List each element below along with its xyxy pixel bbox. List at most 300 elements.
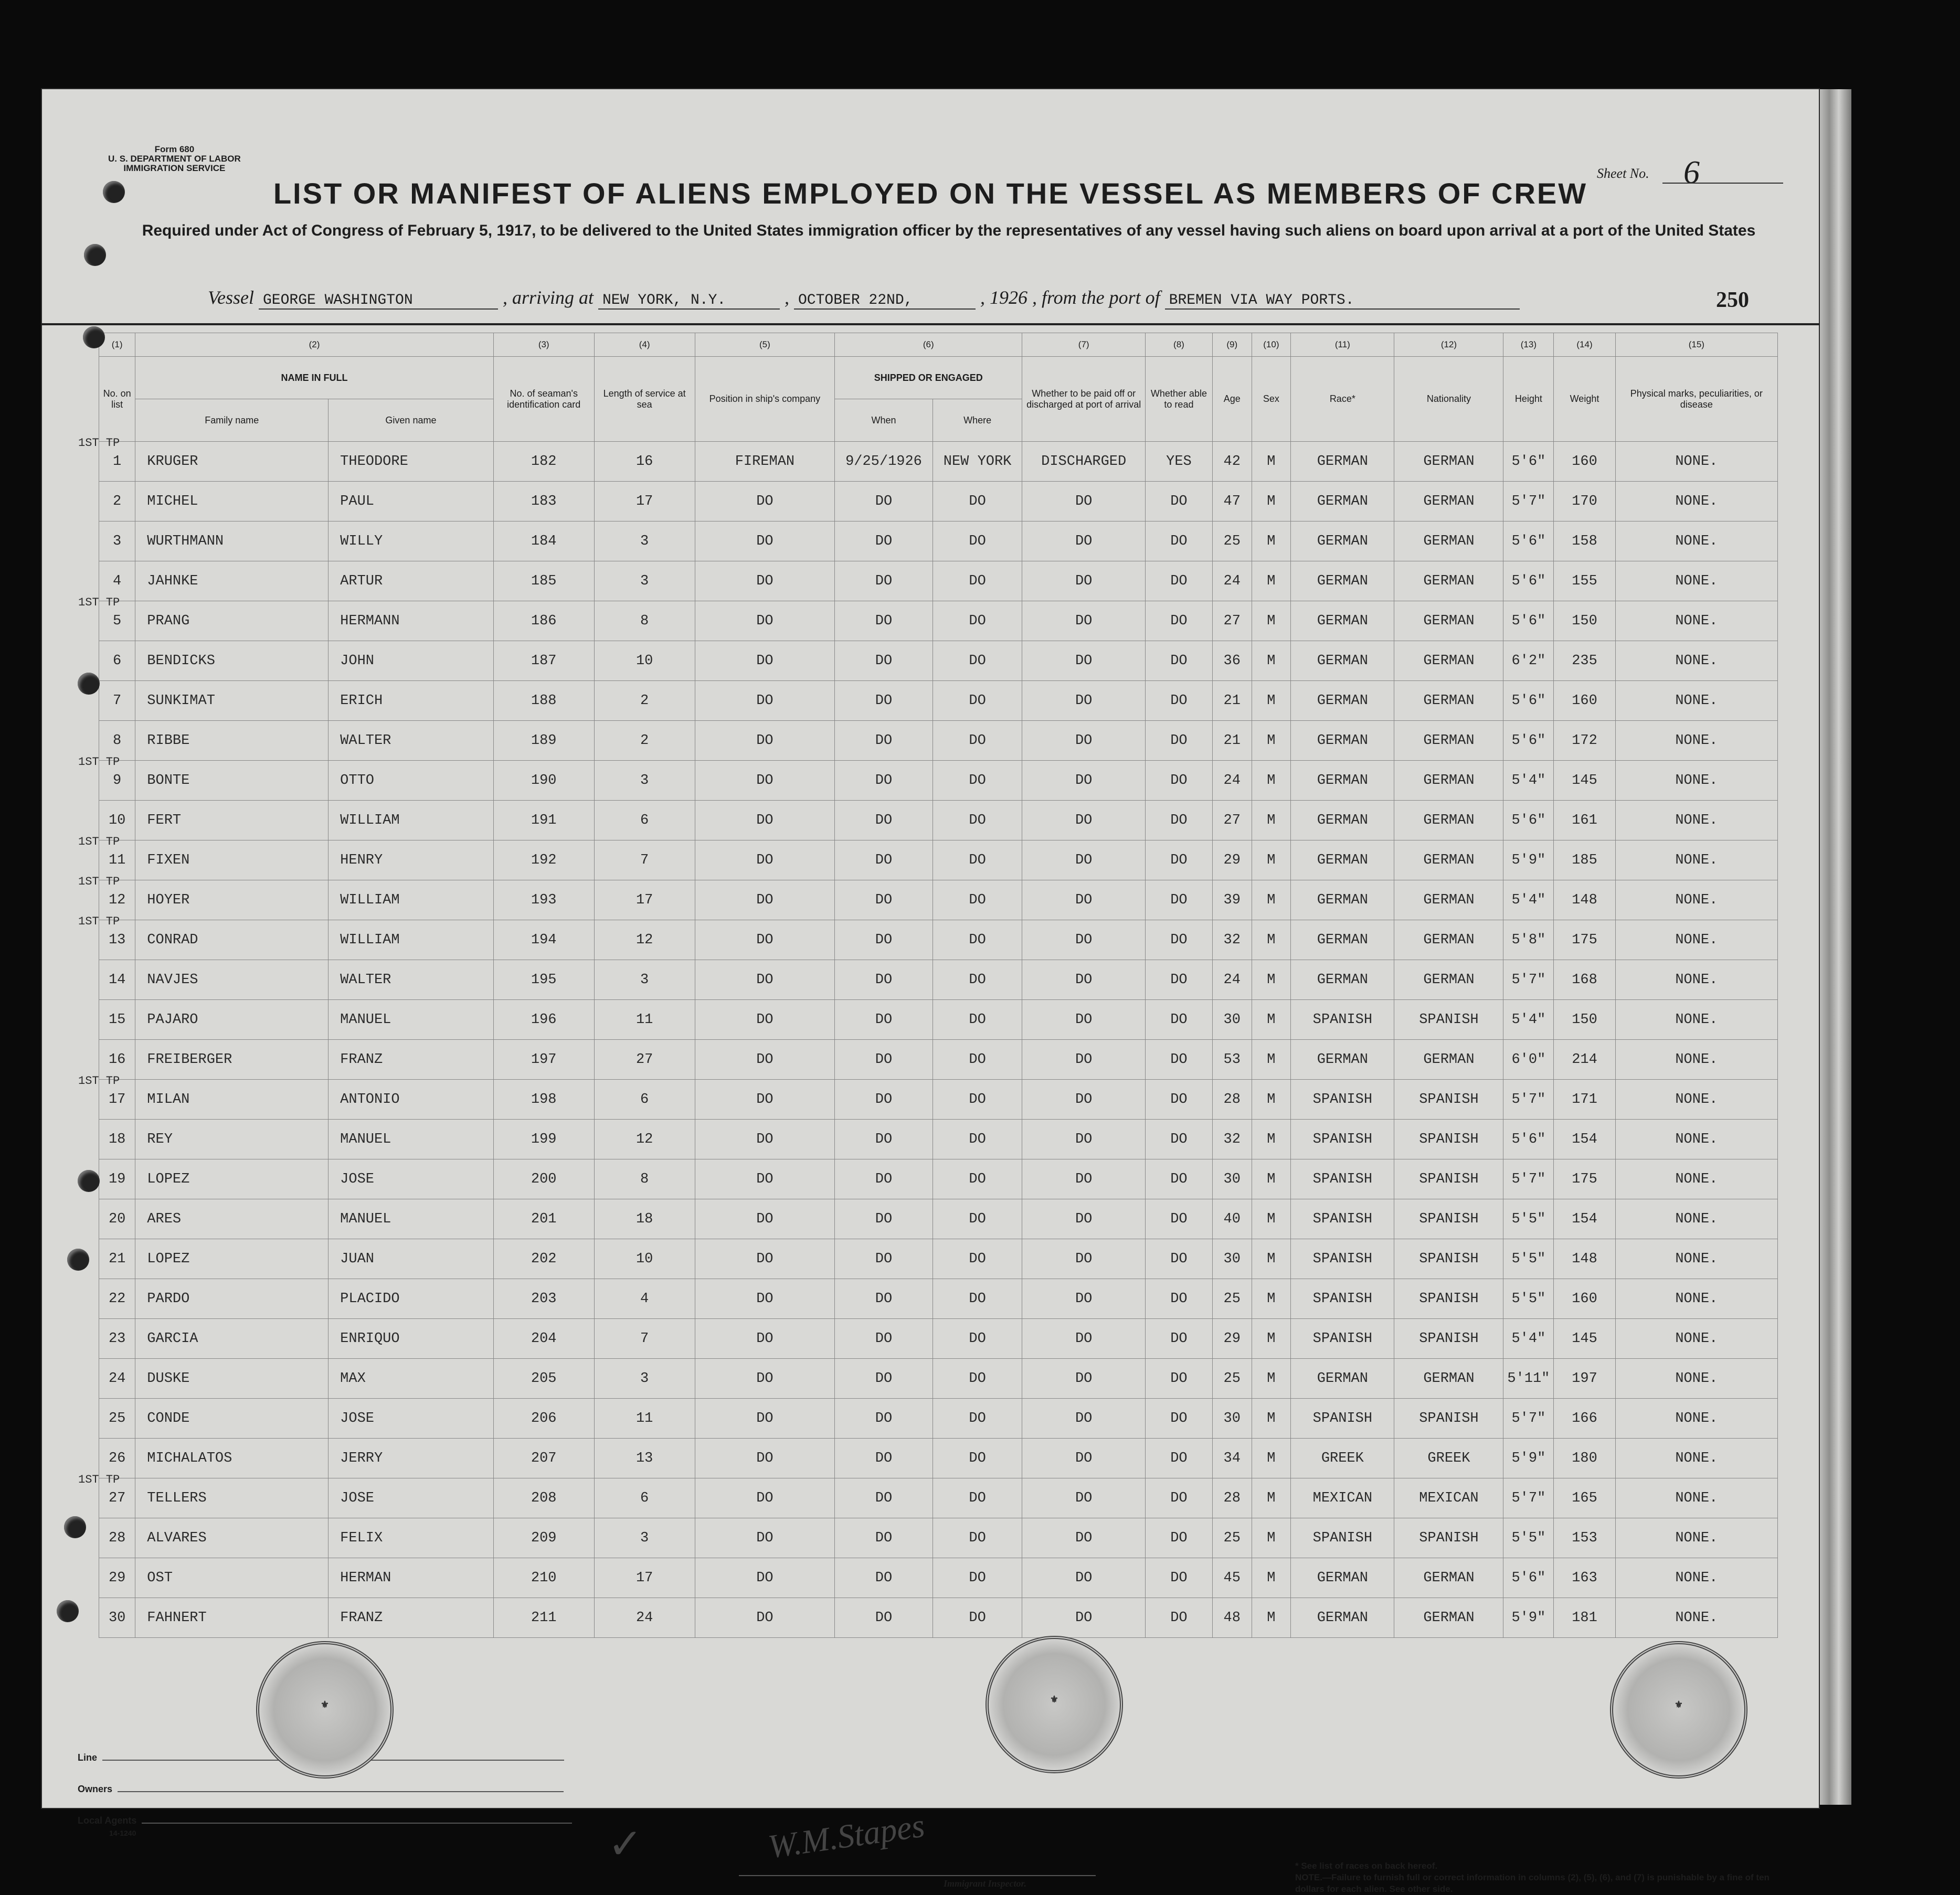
cell-physical-marks: NONE.	[1615, 1159, 1777, 1199]
arrival-year: 1926	[990, 287, 1027, 308]
cell-weight: 150	[1554, 1000, 1615, 1040]
cell-given-name: MANUEL	[329, 1199, 494, 1239]
manifest-sheet	[41, 88, 1820, 1894]
cell-able-to-read: DO	[1145, 960, 1212, 1000]
cell-row-number: 9 1ST TP	[99, 761, 135, 801]
cell-length-of-service: 8	[594, 601, 695, 641]
cell-given-name: JOSE	[329, 1478, 494, 1518]
form-identifier	[108, 145, 241, 173]
cell-sex: M	[1252, 1359, 1291, 1399]
cell-able-to-read: DO	[1145, 1399, 1212, 1439]
cell-height: 5'4"	[1503, 761, 1554, 801]
cell-id-card: 206	[493, 1399, 594, 1439]
crew-manifest-table	[78, 333, 1778, 1638]
cell-height: 5'6"	[1503, 801, 1554, 840]
cell-length-of-service: 11	[594, 1000, 695, 1040]
cell-paid-off: DO	[1022, 1359, 1146, 1399]
header-no-on-list: No. on list	[99, 357, 135, 442]
cell-given-name: ARTUR	[329, 561, 494, 601]
cell-position: DO	[695, 1518, 835, 1558]
cell-nationality: GERMAN	[1394, 601, 1503, 641]
cell-family-name: LOPEZ	[135, 1159, 329, 1199]
cell-weight: 197	[1554, 1359, 1615, 1399]
cell-paid-off: DO	[1022, 482, 1146, 521]
cell-weight: 168	[1554, 960, 1615, 1000]
cell-family-name: SUNKIMAT	[135, 681, 329, 721]
cell-family-name: FAHNERT	[135, 1598, 329, 1638]
cell-shipped-where: DO	[933, 1199, 1022, 1239]
header-height: Height	[1503, 357, 1554, 442]
punch-hole	[57, 1600, 79, 1622]
cell-id-card: 194	[493, 920, 594, 960]
cell-nationality: MEXICAN	[1394, 1478, 1503, 1518]
cell-physical-marks: NONE.	[1615, 681, 1777, 721]
cell-age: 53	[1212, 1040, 1252, 1080]
cell-position: DO	[695, 641, 835, 681]
cell-nationality: GERMAN	[1394, 801, 1503, 840]
cell-family-name: TELLERS	[135, 1478, 329, 1518]
footnote-penalty: NOTE.—Failure to furnish full or correct information in columns (2), (5), (6), and (7) is punishable by a fine of ten dollars for each alien. See other side.	[1295, 1872, 1770, 1894]
cell-weight: 150	[1554, 601, 1615, 641]
cell-race: GERMAN	[1291, 482, 1394, 521]
cell-height: 6'0"	[1503, 1040, 1554, 1080]
header-able-read: Whether able to read	[1145, 357, 1212, 442]
cell-able-to-read: DO	[1145, 801, 1212, 840]
cell-physical-marks: NONE.	[1615, 880, 1777, 920]
table-row	[99, 1359, 1778, 1399]
cell-age: 30	[1212, 1239, 1252, 1279]
cell-weight: 145	[1554, 1319, 1615, 1359]
cell-position: DO	[695, 521, 835, 561]
cell-length-of-service: 6	[594, 1080, 695, 1120]
cell-shipped-when: DO	[835, 1399, 933, 1439]
cell-nationality: SPANISH	[1394, 1120, 1503, 1159]
cell-row-number: 24	[99, 1359, 135, 1399]
cell-paid-off: DO	[1022, 1279, 1146, 1319]
cell-able-to-read: DO	[1145, 521, 1212, 561]
cell-paid-off: DO	[1022, 960, 1146, 1000]
cell-sex: M	[1252, 681, 1291, 721]
cell-id-card: 191	[493, 801, 594, 840]
cell-position: DO	[695, 801, 835, 840]
cell-family-name: CONDE	[135, 1399, 329, 1439]
cell-age: 25	[1212, 1279, 1252, 1319]
cell-nationality: GERMAN	[1394, 960, 1503, 1000]
cell-sex: M	[1252, 960, 1291, 1000]
cell-sex: M	[1252, 442, 1291, 482]
colnum-13: (13)	[1503, 333, 1554, 357]
cell-shipped-when: DO	[835, 1279, 933, 1319]
cell-row-number: 18	[99, 1120, 135, 1159]
cell-able-to-read: DO	[1145, 681, 1212, 721]
colnum-6: (6)	[835, 333, 1022, 357]
cell-age: 30	[1212, 1159, 1252, 1199]
cell-weight: 180	[1554, 1439, 1615, 1478]
cell-height: 5'6"	[1503, 601, 1554, 641]
cell-shipped-where: DO	[933, 1359, 1022, 1399]
header-race: Race*	[1291, 357, 1394, 442]
cell-length-of-service: 3	[594, 561, 695, 601]
cell-paid-off: DO	[1022, 1558, 1146, 1598]
sheet-number-underline	[1662, 183, 1783, 184]
cell-height: 5'7"	[1503, 1478, 1554, 1518]
cell-family-name: KRUGER	[135, 442, 329, 482]
cell-length-of-service: 4	[594, 1279, 695, 1319]
cell-able-to-read: DO	[1145, 561, 1212, 601]
cell-able-to-read: DO	[1145, 1598, 1212, 1638]
cell-shipped-where: DO	[933, 1558, 1022, 1598]
cell-shipped-where: DO	[933, 1478, 1022, 1518]
cell-weight: 154	[1554, 1120, 1615, 1159]
cell-length-of-service: 3	[594, 521, 695, 561]
service-name: IMMIGRATION SERVICE	[123, 163, 226, 173]
cell-shipped-when: DO	[835, 681, 933, 721]
cell-paid-off: DO	[1022, 1319, 1146, 1359]
cell-given-name: THEODORE	[329, 442, 494, 482]
cell-physical-marks: NONE.	[1615, 801, 1777, 840]
cell-weight: 161	[1554, 801, 1615, 840]
cell-given-name: JOSE	[329, 1159, 494, 1199]
cell-physical-marks: NONE.	[1615, 1439, 1777, 1478]
cell-position: DO	[695, 840, 835, 880]
inspector-label: Immigrant Inspector.	[944, 1878, 1027, 1889]
cell-nationality: GERMAN	[1394, 442, 1503, 482]
cell-position: DO	[695, 880, 835, 920]
cell-shipped-when: DO	[835, 721, 933, 761]
cell-paid-off: DO	[1022, 521, 1146, 561]
cell-able-to-read: DO	[1145, 601, 1212, 641]
cell-given-name: JOHN	[329, 641, 494, 681]
cell-family-name: ALVARES	[135, 1518, 329, 1558]
cell-id-card: 200	[493, 1159, 594, 1199]
cell-sex: M	[1252, 1319, 1291, 1359]
header-where: Where	[933, 399, 1022, 442]
cell-row-number: 7	[99, 681, 135, 721]
cell-physical-marks: NONE.	[1615, 721, 1777, 761]
cell-given-name: MAX	[329, 1359, 494, 1399]
cell-height: 5'7"	[1503, 1159, 1554, 1199]
sheet-number-value: 6	[1683, 155, 1700, 190]
table-row	[99, 1598, 1778, 1638]
cell-weight: 235	[1554, 641, 1615, 681]
cell-able-to-read: DO	[1145, 1199, 1212, 1239]
cell-race: GERMAN	[1291, 1359, 1394, 1399]
cell-weight: 153	[1554, 1518, 1615, 1558]
cell-position: DO	[695, 681, 835, 721]
cell-able-to-read: DO	[1145, 721, 1212, 761]
cell-nationality: SPANISH	[1394, 1518, 1503, 1558]
cell-length-of-service: 2	[594, 721, 695, 761]
cell-family-name: GARCIA	[135, 1319, 329, 1359]
cell-length-of-service: 2	[594, 681, 695, 721]
cell-age: 27	[1212, 801, 1252, 840]
checkmark-handwritten: ✓	[608, 1819, 643, 1868]
cell-given-name: HENRY	[329, 840, 494, 880]
cell-shipped-where: DO	[933, 920, 1022, 960]
cell-length-of-service: 13	[594, 1439, 695, 1478]
cell-shipped-when: DO	[835, 960, 933, 1000]
cell-row-number: 2	[99, 482, 135, 521]
cell-paid-off: DO	[1022, 561, 1146, 601]
cell-id-card: 196	[493, 1000, 594, 1040]
cell-position: DO	[695, 1319, 835, 1359]
cell-paid-off: DO	[1022, 681, 1146, 721]
cell-nationality: SPANISH	[1394, 1080, 1503, 1120]
cell-race: GERMAN	[1291, 442, 1394, 482]
cell-able-to-read: DO	[1145, 920, 1212, 960]
cell-id-card: 192	[493, 840, 594, 880]
cell-height: 5'6"	[1503, 442, 1554, 482]
cell-age: 29	[1212, 1319, 1252, 1359]
cell-physical-marks: NONE.	[1615, 1279, 1777, 1319]
cell-shipped-where: DO	[933, 1000, 1022, 1040]
header-family-name: Family name	[135, 399, 329, 442]
cell-shipped-when: DO	[835, 1239, 933, 1279]
cell-given-name: WILLY	[329, 521, 494, 561]
cell-paid-off: DO	[1022, 1518, 1146, 1558]
cell-row-number: 19	[99, 1159, 135, 1199]
cell-given-name: JUAN	[329, 1239, 494, 1279]
cell-sex: M	[1252, 721, 1291, 761]
cell-paid-off: DO	[1022, 1439, 1146, 1478]
cell-paid-off: DISCHARGED	[1022, 442, 1146, 482]
table-row	[99, 761, 1778, 801]
cell-age: 25	[1212, 1518, 1252, 1558]
cell-id-card: 189	[493, 721, 594, 761]
row-annotation: 1ST TP	[78, 915, 120, 928]
cell-able-to-read: DO	[1145, 1279, 1212, 1319]
cell-family-name: MICHALATOS	[135, 1439, 329, 1478]
page-number: 250	[1716, 288, 1749, 312]
cell-row-number: 15	[99, 1000, 135, 1040]
cell-given-name: ANTONIO	[329, 1080, 494, 1120]
cell-able-to-read: DO	[1145, 880, 1212, 920]
table-row	[99, 1120, 1778, 1159]
cell-length-of-service: 17	[594, 1558, 695, 1598]
cell-height: 5'4"	[1503, 1319, 1554, 1359]
cell-nationality: SPANISH	[1394, 1239, 1503, 1279]
colnum-7: (7)	[1022, 333, 1146, 357]
cell-given-name: PLACIDO	[329, 1279, 494, 1319]
cell-position: DO	[695, 1080, 835, 1120]
cell-weight: 160	[1554, 1279, 1615, 1319]
cell-able-to-read: DO	[1145, 1478, 1212, 1518]
cell-shipped-where: DO	[933, 1518, 1022, 1558]
from-port-label: , from the port of	[1032, 287, 1160, 308]
table-row	[99, 1518, 1778, 1558]
cell-age: 30	[1212, 1399, 1252, 1439]
colnum-2: (2)	[135, 333, 493, 357]
cell-shipped-where: DO	[933, 1279, 1022, 1319]
cell-given-name: ERICH	[329, 681, 494, 721]
cell-weight: 148	[1554, 880, 1615, 920]
cell-age: 45	[1212, 1558, 1252, 1598]
cell-shipped-when: DO	[835, 1558, 933, 1598]
cell-given-name: FELIX	[329, 1518, 494, 1558]
cell-family-name: BONTE	[135, 761, 329, 801]
table-row	[99, 960, 1778, 1000]
page-edges	[1820, 89, 1851, 1805]
cell-height: 5'9"	[1503, 1598, 1554, 1638]
cell-shipped-where: DO	[933, 1439, 1022, 1478]
cell-age: 29	[1212, 840, 1252, 880]
cell-length-of-service: 12	[594, 920, 695, 960]
cell-age: 21	[1212, 681, 1252, 721]
department-name: U. S. DEPARTMENT OF LABOR	[108, 154, 241, 164]
cell-height: 5'6"	[1503, 1120, 1554, 1159]
owners-label: Owners	[78, 1784, 113, 1794]
cell-paid-off: DO	[1022, 801, 1146, 840]
cell-shipped-where: DO	[933, 641, 1022, 681]
cell-id-card: 211	[493, 1598, 594, 1638]
cell-physical-marks: NONE.	[1615, 761, 1777, 801]
cell-shipped-when: DO	[835, 920, 933, 960]
cell-id-card: 207	[493, 1439, 594, 1478]
cell-shipped-when: DO	[835, 801, 933, 840]
cell-physical-marks: NONE.	[1615, 1359, 1777, 1399]
cell-paid-off: DO	[1022, 920, 1146, 960]
table-row	[99, 880, 1778, 920]
punch-hole	[78, 1170, 100, 1192]
cell-shipped-where: DO	[933, 1040, 1022, 1080]
cell-race: SPANISH	[1291, 1518, 1394, 1558]
vessel-name: GEORGE WASHINGTON	[259, 292, 498, 310]
cell-race: GREEK	[1291, 1439, 1394, 1478]
table-row	[99, 681, 1778, 721]
cell-id-card: 197	[493, 1040, 594, 1080]
cell-paid-off: DO	[1022, 1080, 1146, 1120]
cell-weight: 214	[1554, 1040, 1615, 1080]
cell-height: 5'7"	[1503, 482, 1554, 521]
cell-row-number: 14	[99, 960, 135, 1000]
cell-nationality: GERMAN	[1394, 761, 1503, 801]
cell-sex: M	[1252, 1159, 1291, 1199]
cell-position: DO	[695, 1359, 835, 1399]
cell-row-number: 10	[99, 801, 135, 840]
cell-family-name: PARDO	[135, 1279, 329, 1319]
colnum-3: (3)	[493, 333, 594, 357]
cell-nationality: GERMAN	[1394, 1558, 1503, 1598]
cell-weight: 145	[1554, 761, 1615, 801]
cell-age: 24	[1212, 960, 1252, 1000]
cell-age: 34	[1212, 1439, 1252, 1478]
cell-nationality: GERMAN	[1394, 721, 1503, 761]
table-row	[99, 840, 1778, 880]
cell-race: GERMAN	[1291, 601, 1394, 641]
cell-age: 28	[1212, 1080, 1252, 1120]
cell-nationality: GERMAN	[1394, 521, 1503, 561]
cell-family-name: CONRAD	[135, 920, 329, 960]
cell-nationality: SPANISH	[1394, 1159, 1503, 1199]
cell-sex: M	[1252, 1199, 1291, 1239]
cell-position: DO	[695, 1279, 835, 1319]
cell-row-number: 22	[99, 1279, 135, 1319]
cell-length-of-service: 11	[594, 1399, 695, 1439]
cell-id-card: 202	[493, 1239, 594, 1279]
cell-physical-marks: NONE.	[1615, 1199, 1777, 1239]
cell-family-name: MILAN	[135, 1080, 329, 1120]
cell-family-name: PRANG	[135, 601, 329, 641]
table-row	[99, 482, 1778, 521]
cell-given-name: JERRY	[329, 1439, 494, 1478]
punch-hole	[64, 1516, 86, 1538]
cell-able-to-read: DO	[1145, 482, 1212, 521]
cell-able-to-read: DO	[1145, 641, 1212, 681]
cell-row-number: 3	[99, 521, 135, 561]
cell-shipped-where: DO	[933, 880, 1022, 920]
cell-nationality: SPANISH	[1394, 1279, 1503, 1319]
cell-race: GERMAN	[1291, 880, 1394, 920]
cell-sex: M	[1252, 641, 1291, 681]
cell-shipped-where: NEW YORK	[933, 442, 1022, 482]
table-row	[99, 920, 1778, 960]
cell-race: GERMAN	[1291, 1598, 1394, 1638]
cell-nationality: GERMAN	[1394, 482, 1503, 521]
cell-age: 30	[1212, 1000, 1252, 1040]
cell-position: DO	[695, 1120, 835, 1159]
cell-height: 5'11"	[1503, 1359, 1554, 1399]
table-row	[99, 1040, 1778, 1080]
cell-height: 5'7"	[1503, 1399, 1554, 1439]
cell-physical-marks: NONE.	[1615, 561, 1777, 601]
cell-paid-off: DO	[1022, 1239, 1146, 1279]
cell-family-name: REY	[135, 1120, 329, 1159]
document-title: LIST OR MANIFEST OF ALIENS EMPLOYED ON THE VESSEL AS MEMBERS OF CREW	[273, 177, 1588, 210]
cell-family-name: LOPEZ	[135, 1239, 329, 1279]
cell-family-name: DUSKE	[135, 1359, 329, 1399]
cell-row-number: 13 1ST TP	[99, 920, 135, 960]
cell-race: GERMAN	[1291, 801, 1394, 840]
cell-length-of-service: 8	[594, 1159, 695, 1199]
cell-paid-off: DO	[1022, 1000, 1146, 1040]
cell-id-card: 210	[493, 1558, 594, 1598]
cell-family-name: ARES	[135, 1199, 329, 1239]
cell-weight: 154	[1554, 1199, 1615, 1239]
cell-race: SPANISH	[1291, 1000, 1394, 1040]
header-age: Age	[1212, 357, 1252, 442]
cell-given-name: FRANZ	[329, 1598, 494, 1638]
cell-age: 42	[1212, 442, 1252, 482]
table-row	[99, 1199, 1778, 1239]
cell-age: 36	[1212, 641, 1252, 681]
colnum-1: (1)	[99, 333, 135, 357]
cell-position: DO	[695, 1040, 835, 1080]
colnum-12: (12)	[1394, 333, 1503, 357]
cell-paid-off: DO	[1022, 601, 1146, 641]
cell-shipped-when: DO	[835, 1080, 933, 1120]
cell-row-number: 8	[99, 721, 135, 761]
cell-id-card: 205	[493, 1359, 594, 1399]
cell-row-number: 12 1ST TP	[99, 880, 135, 920]
cell-length-of-service: 7	[594, 840, 695, 880]
cell-row-number: 11 1ST TP	[99, 840, 135, 880]
header-sex: Sex	[1252, 357, 1291, 442]
cell-nationality: GERMAN	[1394, 1040, 1503, 1080]
cell-shipped-where: DO	[933, 1080, 1022, 1120]
cell-sex: M	[1252, 1478, 1291, 1518]
table-row	[99, 801, 1778, 840]
cell-race: GERMAN	[1291, 840, 1394, 880]
cell-length-of-service: 12	[594, 1120, 695, 1159]
cell-row-number: 25	[99, 1399, 135, 1439]
table-row	[99, 442, 1778, 482]
cell-race: SPANISH	[1291, 1279, 1394, 1319]
cell-paid-off: DO	[1022, 1399, 1146, 1439]
cell-shipped-where: DO	[933, 1399, 1022, 1439]
cell-family-name: FIXEN	[135, 840, 329, 880]
cell-position: DO	[695, 920, 835, 960]
cell-id-card: 193	[493, 880, 594, 920]
